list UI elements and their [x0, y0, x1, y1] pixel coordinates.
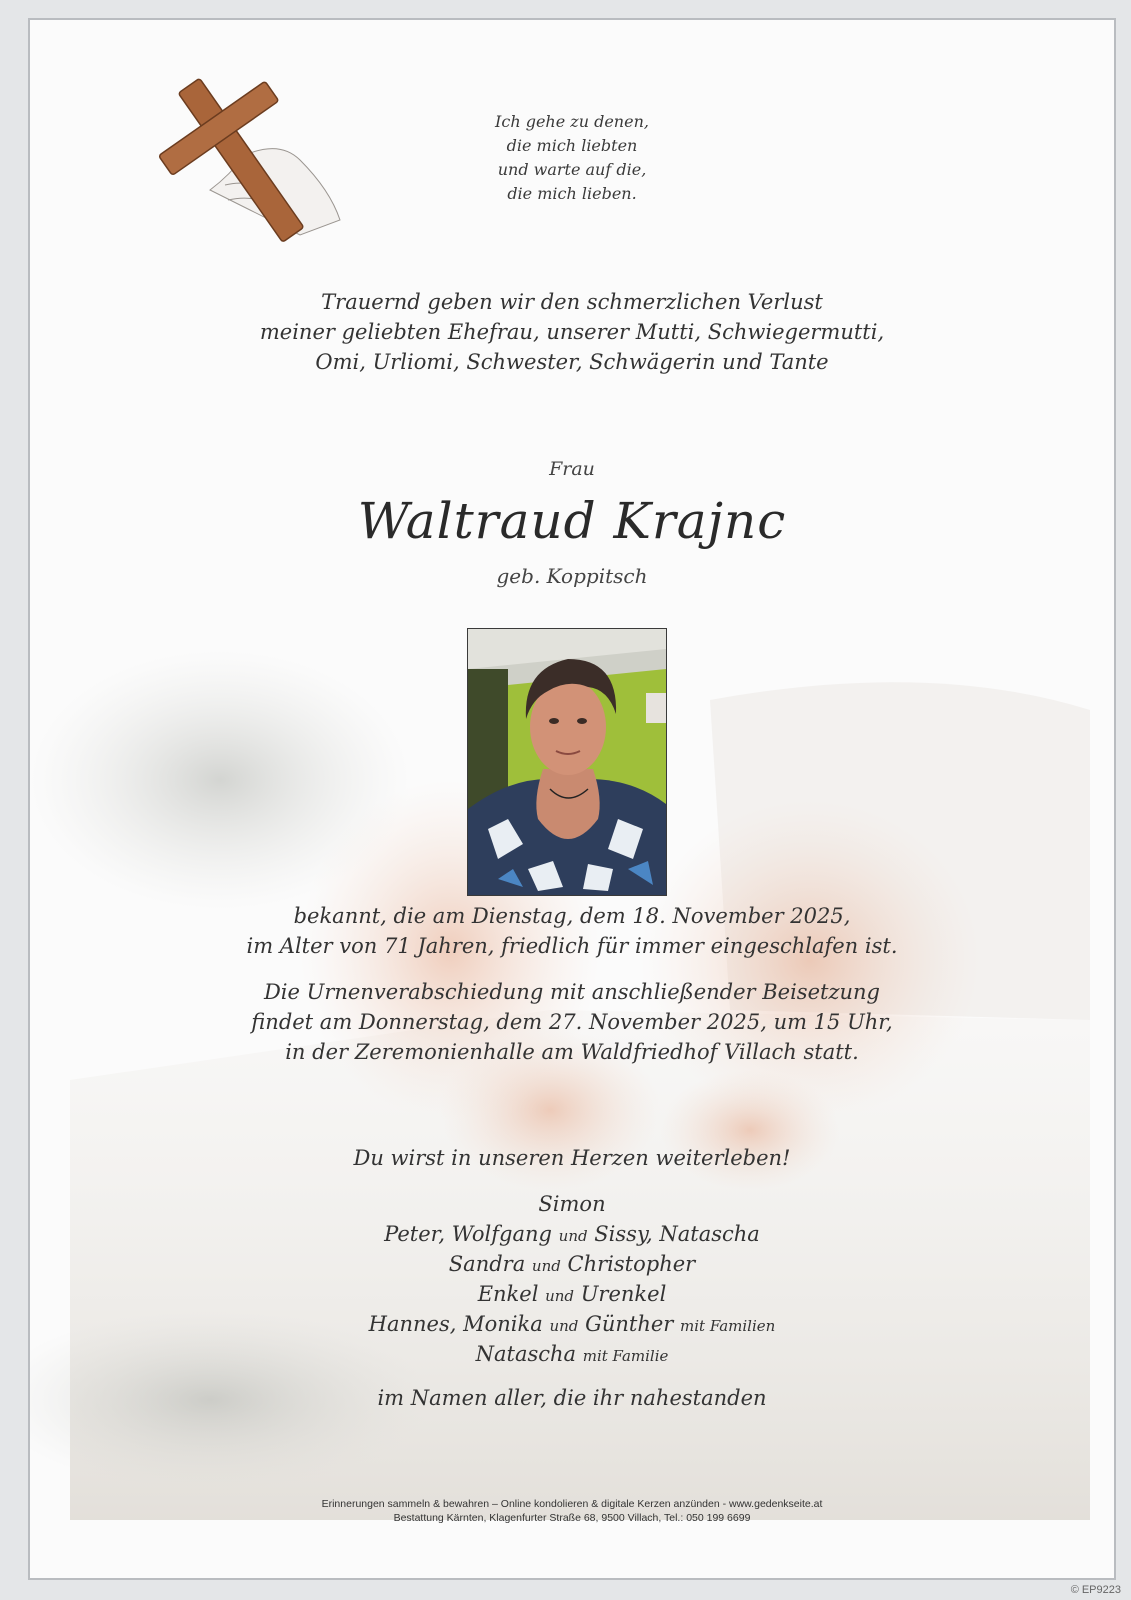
ceremony-line-3: in der Zeremonienhalle am Waldfriedhof Villach statt. — [285, 1040, 859, 1064]
template-code: © EP9223 — [1070, 1584, 1121, 1596]
mourner-names: Christopher — [567, 1252, 696, 1276]
mourner-line-6 — [30, 1342, 1114, 1366]
birth-name: geb. Koppitsch — [496, 564, 648, 588]
mourner-names: Peter, Wolfgang — [384, 1222, 552, 1246]
ceremony-line-1: Die Urnenverabschiedung mit anschließender Beisetzung — [263, 980, 881, 1004]
mourner-names: Simon — [538, 1192, 606, 1216]
mourner-line-1 — [30, 1192, 1114, 1216]
deceased-name: Waltraud Krajnc — [357, 492, 787, 550]
closing-line: im Namen aller, die ihr nahestanden — [377, 1386, 767, 1410]
mourner-connector: und — [531, 1257, 561, 1275]
notice-line-1: bekannt, die am Dienstag, dem 18. November 2025, — [293, 904, 851, 928]
footer-line-2: Bestattung Kärnten, Klagenfurter Straße 68, 9500 Villach, Tel.: 050 199 6699 — [393, 1512, 751, 1524]
intro-line-2: meiner geliebten Ehefrau, unserer Mutti, Schwiegermutti, — [259, 320, 885, 344]
mourner-names: Hannes, Monika — [368, 1312, 543, 1336]
motto-line-3: und warte auf die, — [497, 160, 647, 179]
mourner-names: Sissy, Natascha — [594, 1222, 760, 1246]
mourner-connector: mit Familie — [582, 1347, 669, 1365]
mourner-connector: mit Familien — [680, 1317, 776, 1335]
mourner-names: Sandra — [448, 1252, 526, 1276]
motto-line-4: die mich lieben. — [507, 184, 637, 203]
mourner-names: Urenkel — [580, 1282, 667, 1306]
mourner-names: Günther — [585, 1312, 674, 1336]
title-prefix: Frau — [549, 458, 595, 480]
mourner-connector: und — [549, 1317, 579, 1335]
motto-line-2: die mich liebten — [506, 136, 638, 155]
mourner-line-5 — [30, 1312, 1114, 1336]
mourner-names: Natascha — [475, 1342, 577, 1366]
farewell-line: Du wirst in unseren Herzen weiterleben! — [353, 1146, 791, 1170]
motto-line-1: Ich gehe zu denen, — [495, 112, 649, 131]
obituary-card — [28, 18, 1116, 1580]
intro-line-1: Trauernd geben wir den schmerzlichen Verlust — [321, 290, 823, 314]
footer-line-1: Erinnerungen sammeln & bewahren – Online kondolieren & digitale Kerzen anzünden - www.gedenkseite.at — [321, 1498, 823, 1510]
ceremony-line-2: findet am Donnerstag, dem 27. November 2025, um 15 Uhr, — [251, 1010, 893, 1034]
notice-line-2: im Alter von 71 Jahren, friedlich für immer eingeschlafen ist. — [246, 934, 898, 958]
mourner-line-4 — [30, 1282, 1114, 1306]
mourner-connector: und — [558, 1227, 588, 1245]
mourner-connector: und — [545, 1287, 575, 1305]
mourner-line-2 — [30, 1222, 1114, 1246]
mourner-line-3 — [30, 1252, 1114, 1276]
portrait-photo — [467, 628, 667, 896]
mourner-names: Enkel — [477, 1282, 539, 1306]
intro-line-3: Omi, Urliomi, Schwester, Schwägerin und Tante — [315, 350, 829, 374]
